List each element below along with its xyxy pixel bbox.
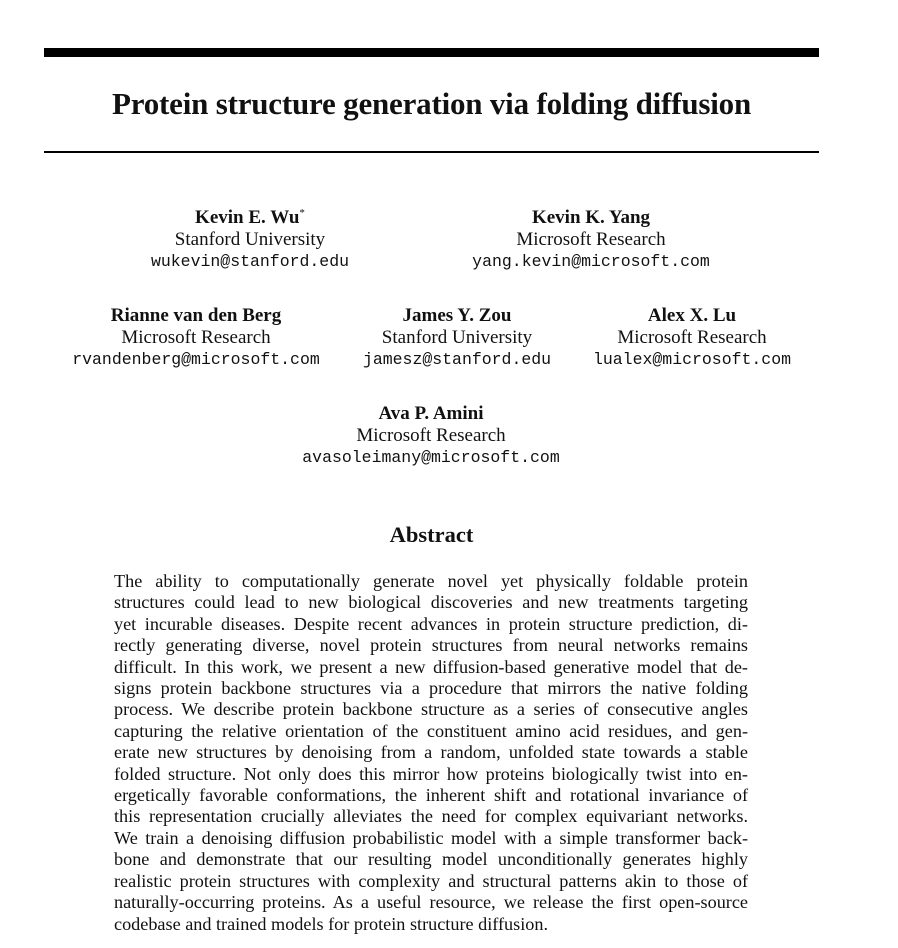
author-footnote-mark: * — [299, 207, 305, 219]
title-underline-rule — [44, 151, 819, 153]
abstract-line: We train a denoising diffusion probabilistic model with a simple transformer back- — [114, 827, 748, 848]
abstract-line: bone and demonstrate that our resulting model unconditionally generates highly — [114, 849, 748, 870]
abstract-line: naturally-occurring proteins. As a useful resource, we release the first open-source — [114, 892, 748, 913]
author-name: Kevin E. Wu* — [195, 207, 305, 228]
abstract-line: process. We describe protein backbone structure as a series of consecutive angles — [114, 699, 748, 720]
abstract-line: realistic protein structures with complexity and structural patterns akin to those of — [114, 870, 748, 891]
abstract-heading: Abstract — [389, 522, 474, 547]
author-name: Alex X. Lu — [647, 305, 737, 326]
author-email[interactable]: lualex@microsoft.com — [592, 350, 792, 369]
author-name: Rianne van den Berg — [110, 305, 282, 326]
abstract-body — [114, 571, 748, 935]
author-affiliation: Stanford University — [381, 327, 533, 348]
author-affiliation: Stanford University — [174, 229, 326, 250]
author-affiliation: Microsoft Research — [516, 229, 666, 250]
author-block — [302, 403, 559, 469]
abstract-line: yet incurable diseases. Despite recent advances in protein structure prediction, di- — [114, 613, 748, 634]
paper-title: Protein structure generation via folding diffusion — [112, 86, 751, 121]
author-email[interactable]: jamesz@stanford.edu — [362, 350, 552, 369]
abstract-line: folded structure. Not only does this mirror how proteins biologically twist into en- — [114, 763, 748, 784]
author-block — [363, 305, 551, 371]
abstract-line: signs protein backbone structures via a procedure that mirrors the native folding — [114, 678, 748, 699]
abstract-line: ergetically favorable conformations, the inherent shift and rotational invariance of — [114, 785, 748, 806]
author-block — [593, 305, 791, 371]
top-rule — [44, 48, 819, 57]
abstract-line: codebase and trained models for protein structure diffusion. — [114, 913, 549, 934]
abstract-line: The ability to computationally generate novel yet physically foldable protein — [114, 571, 748, 591]
abstract-line: this representation crucially alleviates the need for complex equivariant networks. — [114, 806, 748, 827]
author-email[interactable]: avasoleimany@microsoft.com — [302, 448, 560, 467]
author-email[interactable]: wukevin@stanford.edu — [150, 252, 350, 271]
abstract-line: capturing the relative orientation of the constituent amino acid residues, and gen- — [114, 720, 748, 741]
author-affiliation: Microsoft Research — [121, 327, 271, 348]
author-name: James Y. Zou — [402, 305, 512, 326]
author-name: Kevin K. Yang — [531, 207, 651, 228]
author-email[interactable]: yang.kevin@microsoft.com — [472, 252, 710, 271]
author-block — [472, 207, 710, 273]
author-block — [72, 305, 320, 371]
abstract-line: erate new structures by denoising from a random, unfolded state towards a stable — [114, 742, 748, 763]
abstract-line: rectly generating diverse, novel protein structures from neural networks remains — [114, 635, 748, 656]
author-email[interactable]: rvandenberg@microsoft.com — [72, 350, 320, 369]
author-block — [151, 207, 349, 273]
author-affiliation: Microsoft Research — [617, 327, 767, 348]
author-affiliation: Microsoft Research — [356, 425, 506, 446]
author-name: Ava P. Amini — [378, 403, 484, 424]
abstract-line: structures could lead to new biological discoveries and new treatments targeting — [114, 592, 748, 613]
abstract-line: difficult. In this work, we present a new diffusion-based generative model that de- — [114, 656, 748, 677]
